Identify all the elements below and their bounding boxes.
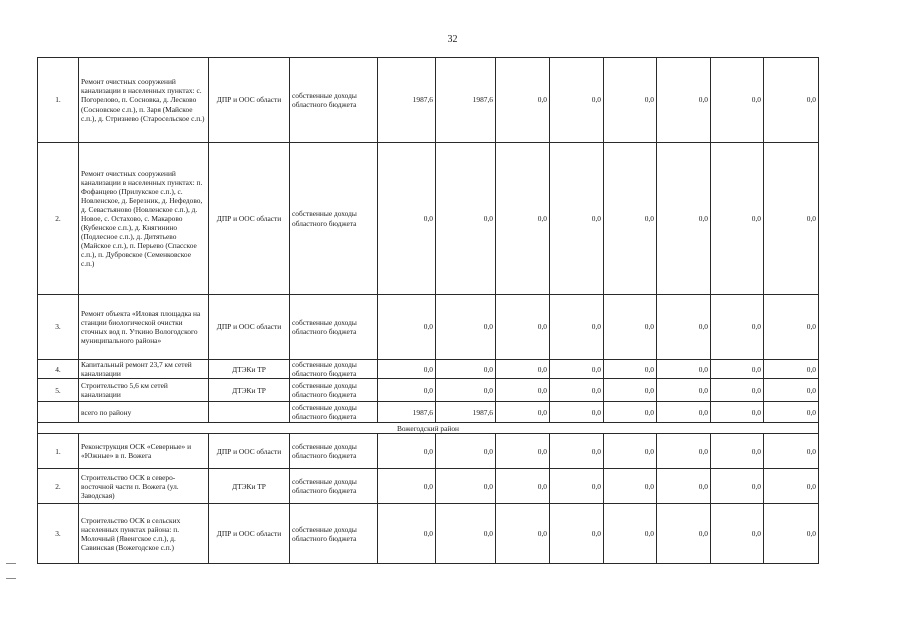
funding-source: собственные доходы областного бюджета bbox=[290, 379, 378, 402]
value-cell: 0,0 bbox=[711, 504, 764, 564]
executor: ДТЭКи ТР bbox=[209, 360, 290, 379]
funding-source: собственные доходы областного бюджета bbox=[290, 434, 378, 469]
value-cell: 0,0 bbox=[604, 360, 657, 379]
measure-name: Ремонт объекта «Иловая площадка на станции биологической очистки сточных вод п. Уткино Вологодского муниципального района» bbox=[79, 295, 209, 360]
measure-name: Строительство ОСК в северо-восточной части п. Вожега (ул. Заводская) bbox=[79, 469, 209, 504]
table-row bbox=[38, 295, 819, 360]
value-cell: 0,0 bbox=[436, 143, 496, 295]
measure-name: Ремонт очистных сооружений канализации в населенных пунктах: с. Погорелово, п. Сосновка, д. Лесково (Сосновское с.п.), п. Заря (Майское с.п.), д. Стризнево (Старосельское с.п.) bbox=[79, 58, 209, 143]
value-cell: 0,0 bbox=[550, 143, 604, 295]
value-cell: 0,0 bbox=[764, 469, 819, 504]
value-cell: 0,0 bbox=[657, 434, 711, 469]
table-row bbox=[38, 469, 819, 504]
executor: ДПР и ООС области bbox=[209, 58, 290, 143]
value-cell: 0,0 bbox=[496, 434, 550, 469]
margin-mark bbox=[6, 563, 16, 564]
value-cell: 0,0 bbox=[496, 360, 550, 379]
executor: ДПР и ООС области bbox=[209, 143, 290, 295]
table-body bbox=[38, 58, 819, 564]
value-cell: 0,0 bbox=[764, 143, 819, 295]
value-cell: 0,0 bbox=[604, 504, 657, 564]
table-row bbox=[38, 504, 819, 564]
funding-source: собственные доходы областного бюджета bbox=[290, 360, 378, 379]
value-cell: 0,0 bbox=[496, 379, 550, 402]
funding-source: собственные доходы областного бюджета bbox=[290, 402, 378, 423]
row-number: 3. bbox=[38, 295, 79, 360]
value-cell: 0,0 bbox=[436, 295, 496, 360]
value-cell: 0,0 bbox=[436, 379, 496, 402]
value-cell: 1987,6 bbox=[378, 58, 436, 143]
measure-name: Реконструкция ОСК «Северные» и «Южные» в п. Вожега bbox=[79, 434, 209, 469]
funding-source: собственные доходы областного бюджета bbox=[290, 504, 378, 564]
value-cell: 0,0 bbox=[657, 504, 711, 564]
row-number: 5. bbox=[38, 379, 79, 402]
measure-name: всего по району bbox=[79, 402, 209, 423]
funding-source: собственные доходы областного бюджета bbox=[290, 469, 378, 504]
value-cell: 0,0 bbox=[496, 143, 550, 295]
value-cell: 0,0 bbox=[711, 143, 764, 295]
table-row bbox=[38, 379, 819, 402]
value-cell: 0,0 bbox=[764, 434, 819, 469]
executor: ДТЭКи ТР bbox=[209, 379, 290, 402]
funding-source: собственные доходы областного бюджета bbox=[290, 58, 378, 143]
executor: ДПР и ООС области bbox=[209, 434, 290, 469]
value-cell: 1987,6 bbox=[436, 402, 496, 423]
district-header-row bbox=[38, 423, 819, 434]
value-cell: 0,0 bbox=[604, 379, 657, 402]
executor: ДПР и ООС области bbox=[209, 504, 290, 564]
value-cell: 0,0 bbox=[764, 360, 819, 379]
value-cell: 0,0 bbox=[711, 402, 764, 423]
table-row bbox=[38, 434, 819, 469]
value-cell: 0,0 bbox=[550, 360, 604, 379]
value-cell: 0,0 bbox=[764, 58, 819, 143]
value-cell: 0,0 bbox=[764, 504, 819, 564]
value-cell: 0,0 bbox=[711, 295, 764, 360]
value-cell: 0,0 bbox=[436, 360, 496, 379]
value-cell: 0,0 bbox=[550, 504, 604, 564]
measure-name: Строительство ОСК в сельских населенных пунктах района: п. Молочный (Явенгское с.п.), д. Савинская (Вожегодское с.п.) bbox=[79, 504, 209, 564]
value-cell: 0,0 bbox=[378, 360, 436, 379]
table-row bbox=[38, 143, 819, 295]
program-table bbox=[37, 57, 819, 564]
value-cell: 0,0 bbox=[764, 402, 819, 423]
value-cell: 0,0 bbox=[436, 504, 496, 564]
value-cell: 0,0 bbox=[496, 402, 550, 423]
value-cell: 0,0 bbox=[764, 295, 819, 360]
table-row bbox=[38, 58, 819, 143]
measure-name: Строительство 5,6 км сетей канализации bbox=[79, 379, 209, 402]
executor: ДПР и ООС области bbox=[209, 295, 290, 360]
value-cell: 0,0 bbox=[764, 379, 819, 402]
value-cell: 0,0 bbox=[436, 434, 496, 469]
value-cell: 1987,6 bbox=[436, 58, 496, 143]
value-cell: 0,0 bbox=[550, 295, 604, 360]
value-cell: 0,0 bbox=[550, 469, 604, 504]
value-cell: 0,0 bbox=[496, 58, 550, 143]
value-cell: 0,0 bbox=[711, 360, 764, 379]
value-cell: 0,0 bbox=[604, 295, 657, 360]
value-cell: 0,0 bbox=[496, 504, 550, 564]
value-cell: 0,0 bbox=[378, 469, 436, 504]
executor bbox=[209, 402, 290, 423]
row-number: 3. bbox=[38, 504, 79, 564]
value-cell: 0,0 bbox=[711, 379, 764, 402]
value-cell: 0,0 bbox=[378, 504, 436, 564]
value-cell: 0,0 bbox=[550, 434, 604, 469]
value-cell: 0,0 bbox=[550, 379, 604, 402]
value-cell: 0,0 bbox=[657, 469, 711, 504]
margin-mark bbox=[6, 578, 16, 579]
total-row bbox=[38, 402, 819, 423]
page-number: 32 bbox=[447, 34, 458, 45]
value-cell: 0,0 bbox=[378, 379, 436, 402]
measure-name: Ремонт очистных сооружений канализации в населенных пунктах: п. Фофанцево (Прилукское с.п.), с. Новленское, д. Березник, д. Нефедово, д. Севастьяново (Новленское с.п.), д. Новое, с. Остахово, с. Макарово (Кубенское с.п.), д. Княгинино (Подлесное с.п.), д. Дитятьево (Майское с.п.), п. Перьево (Спасское с.п.), п. Дубровское (Семенковское с.п.) bbox=[79, 143, 209, 295]
row-number: 4. bbox=[38, 360, 79, 379]
value-cell: 0,0 bbox=[550, 58, 604, 143]
funding-source: собственные доходы областного бюджета bbox=[290, 295, 378, 360]
funding-source: собственные доходы областного бюджета bbox=[290, 143, 378, 295]
value-cell: 0,0 bbox=[550, 402, 604, 423]
row-number: 1. bbox=[38, 434, 79, 469]
value-cell: 0,0 bbox=[657, 379, 711, 402]
value-cell: 0,0 bbox=[604, 402, 657, 423]
value-cell: 0,0 bbox=[657, 295, 711, 360]
value-cell: 0,0 bbox=[657, 402, 711, 423]
value-cell: 0,0 bbox=[378, 143, 436, 295]
district-title: Вожегодский район bbox=[38, 423, 819, 434]
value-cell: 0,0 bbox=[657, 143, 711, 295]
value-cell: 0,0 bbox=[657, 58, 711, 143]
row-number: 2. bbox=[38, 143, 79, 295]
value-cell: 0,0 bbox=[711, 469, 764, 504]
row-number: 1. bbox=[38, 58, 79, 143]
row-number: 2. bbox=[38, 469, 79, 504]
value-cell: 0,0 bbox=[436, 469, 496, 504]
value-cell: 0,0 bbox=[604, 58, 657, 143]
value-cell: 0,0 bbox=[604, 434, 657, 469]
value-cell: 0,0 bbox=[496, 469, 550, 504]
value-cell: 0,0 bbox=[604, 143, 657, 295]
row-number bbox=[38, 402, 79, 423]
value-cell: 0,0 bbox=[711, 434, 764, 469]
value-cell: 0,0 bbox=[378, 295, 436, 360]
value-cell: 0,0 bbox=[657, 360, 711, 379]
value-cell: 1987,6 bbox=[378, 402, 436, 423]
table-row bbox=[38, 360, 819, 379]
measure-name: Капитальный ремонт 23,7 км сетей канализации bbox=[79, 360, 209, 379]
value-cell: 0,0 bbox=[711, 58, 764, 143]
value-cell: 0,0 bbox=[378, 434, 436, 469]
value-cell: 0,0 bbox=[604, 469, 657, 504]
executor: ДТЭКи ТР bbox=[209, 469, 290, 504]
value-cell: 0,0 bbox=[496, 295, 550, 360]
